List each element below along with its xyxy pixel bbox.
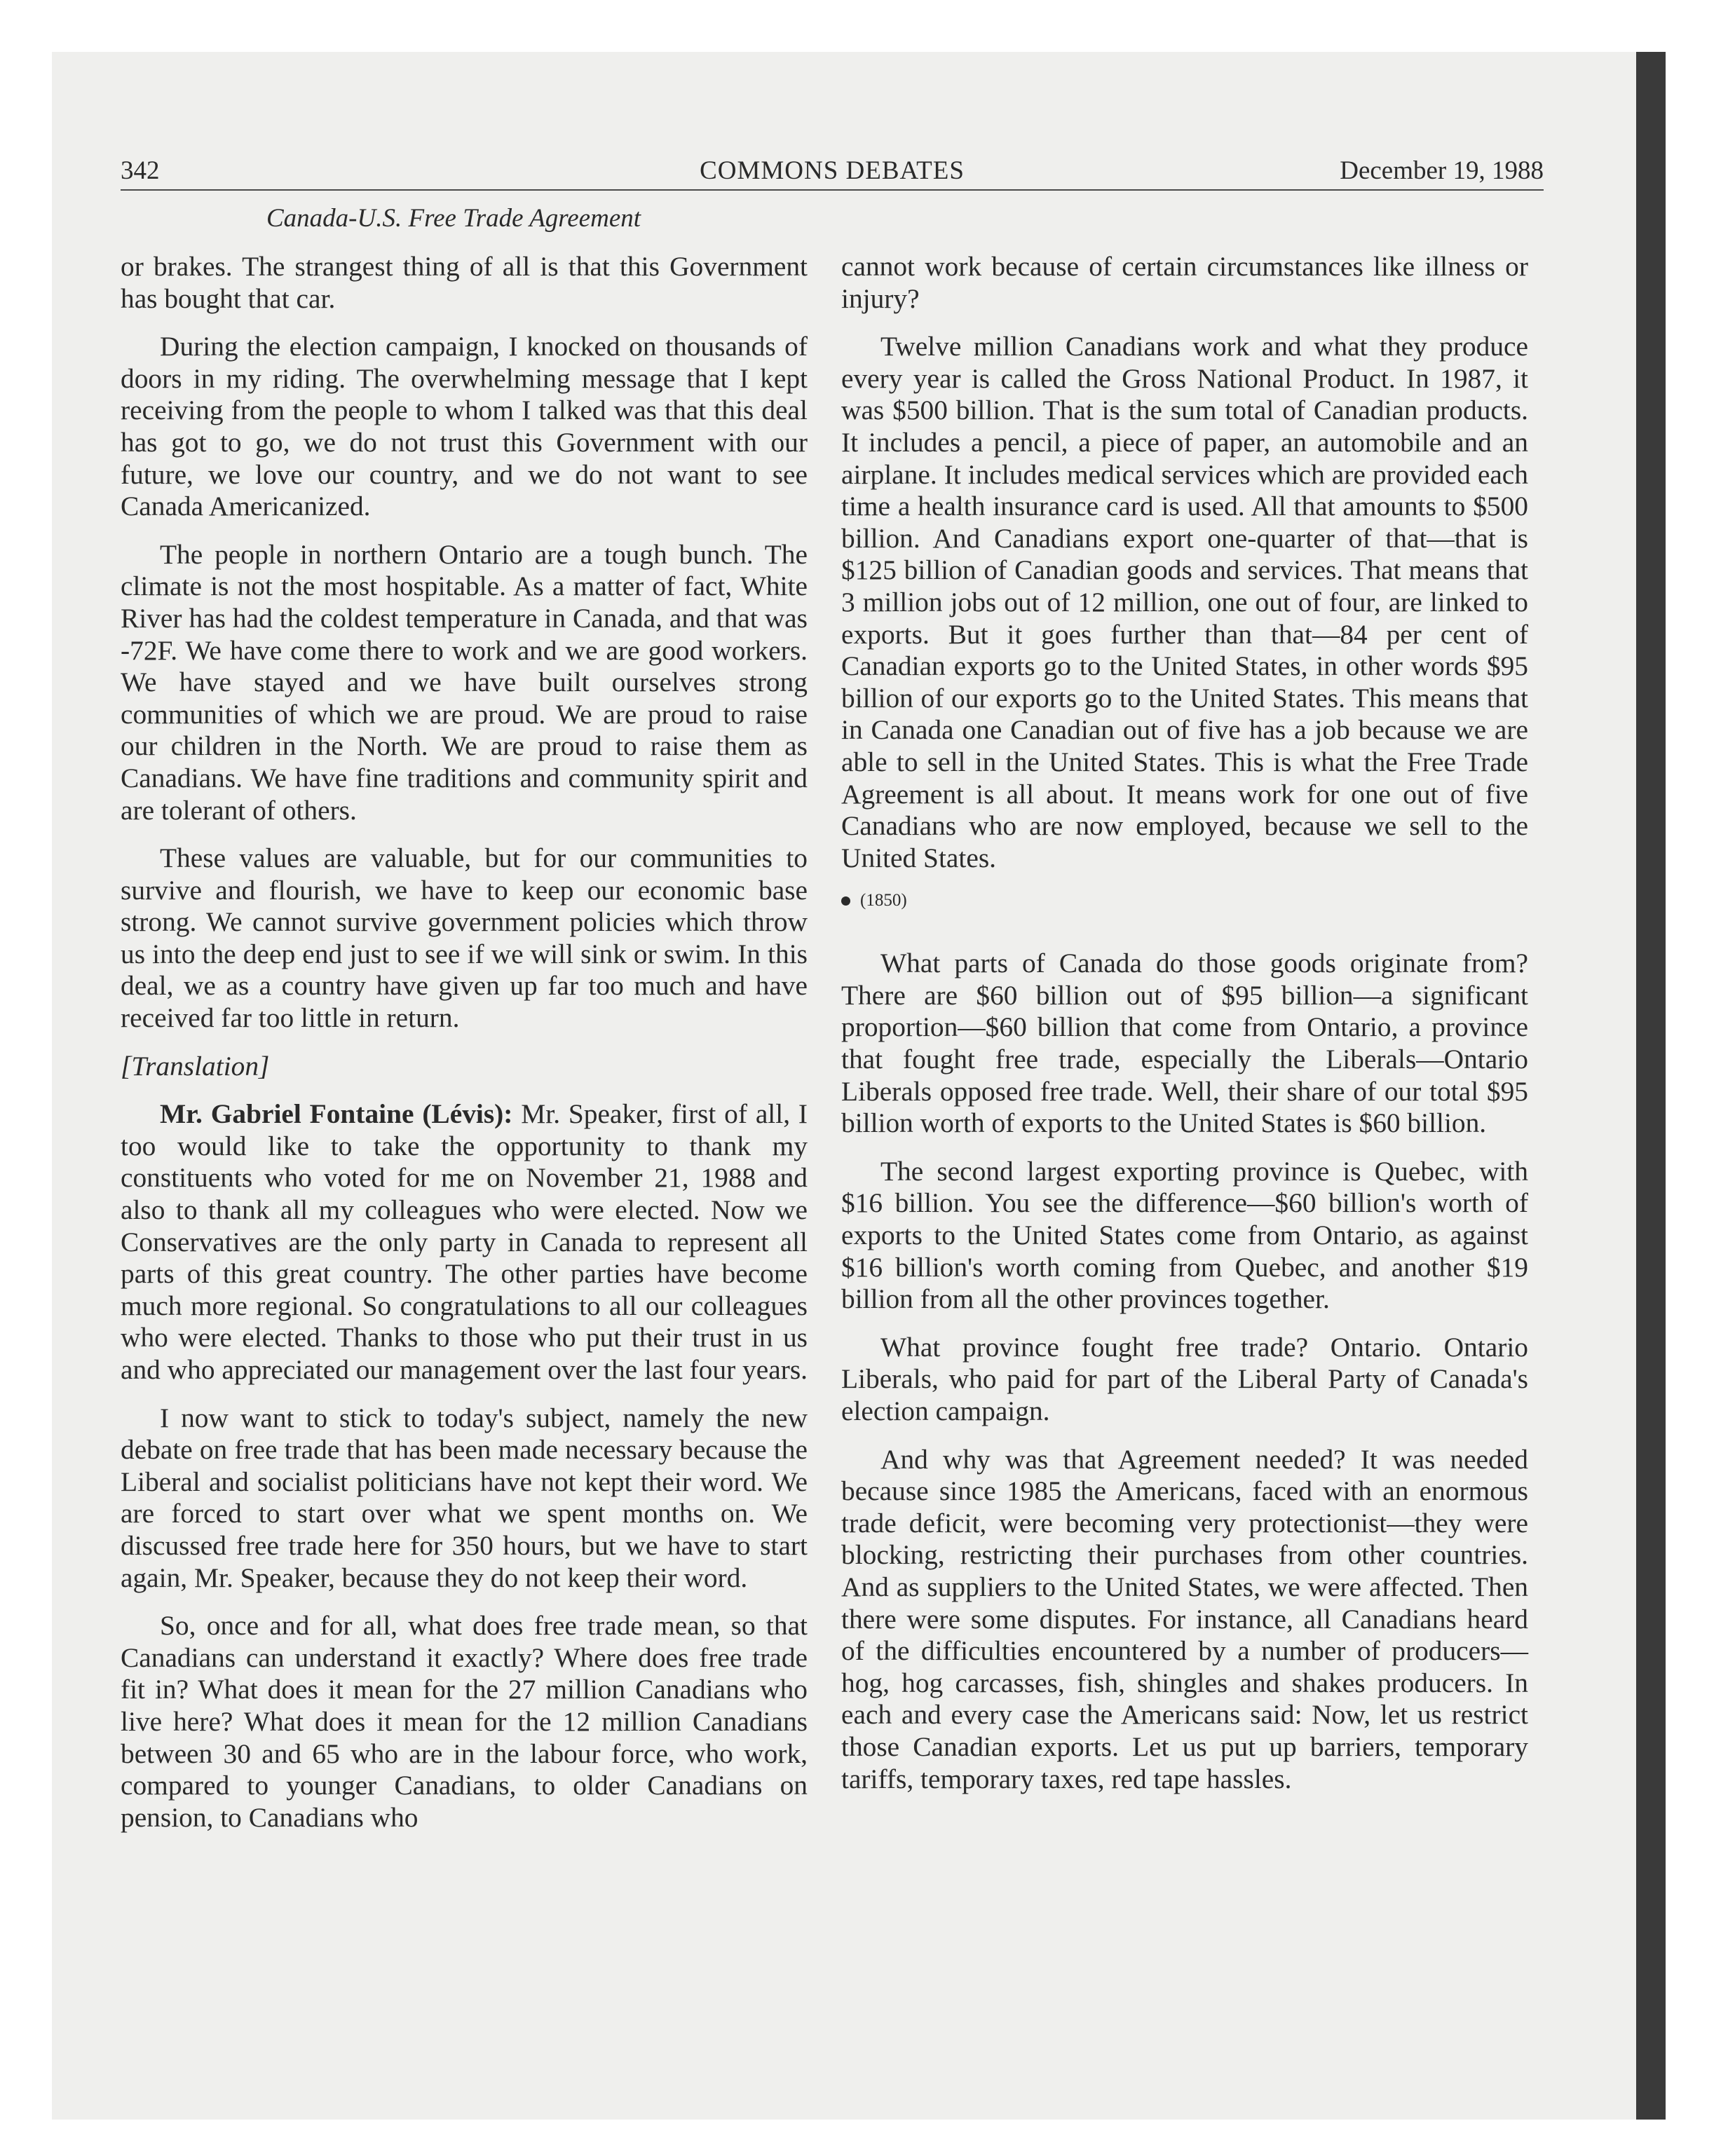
header-rule: [121, 189, 1544, 191]
page-number: 342: [121, 156, 160, 185]
paragraph: cannot work because of certain circumstances like illness or injury?: [841, 251, 1528, 314]
right-column: [841, 251, 1528, 1811]
time-marker-text: (1850): [860, 891, 907, 910]
speaker-name: Mr. Gabriel Fontaine (Lévis):: [160, 1098, 513, 1130]
paragraph: The people in northern Ontario are a tough bunch. The climate is not the most hospitable. As a matter of fact, White River has had the coldest temperature in Canada, and that was -72F. We have come there to work and we are good workers. We have stayed and we have built ourselves strong communities of which we are proud. We are proud to raise our children in the North. We are proud to raise them as Canadians. We have fine traditions and community spirit and are tolerant of others.: [121, 538, 808, 826]
header-date: December 19, 1988: [1340, 156, 1544, 185]
paragraph: Twelve million Canadians work and what they produce every year is called the Gross National Product. In 1987, it was $500 billion. That is the sum total of Canadian products. It includes a pencil, a piece of paper, an automobile and an airplane. It includes medical services which are provided each time a health insurance card is used. All that amounts to $500 billion. And Canadians export one-quarter of that—that is $125 billion of Canadian goods and services. That means that 3 million jobs out of 12 million, one out of four, are linked to exports. But it goes further than that—84 per cent of Canadian exports go to the United States, in other words $95 billion of our exports go to the United States. This means that in Canada one Canadian out of five has a job because we are able to sell in the United States. This is what the Free Trade Agreement is all about. It means work for one out of five Canadians who are now employed, because we sell to the United States.: [841, 331, 1528, 873]
section-label: [Translation]: [121, 1050, 270, 1082]
speaker-text: Mr. Speaker, first of all, I too would like to take the opportunity to thank my constituents who voted for me on November 21, 1988 and also to thank all my colleagues who were elected. Now we Conservatives are the only party in Canada to represent all parts of this great country. The other parties have become much more regional. So congratulations to all our colleagues who were elected. Thanks to those who put their trust in us and who appreciated our management over the last four years.: [121, 1098, 808, 1385]
left-column: [121, 251, 808, 1850]
paragraph: These values are valuable, but for our communities to survive and flourish, we have to keep our economic base strong. We cannot survive government policies which throw us into the deep end just to see if we will sink or swim. In this deal, we as a country have given up far too much and have received far too little in return.: [121, 842, 808, 1034]
speaker-paragraph: [121, 1098, 808, 1386]
paragraph: So, once and for all, what does free trade mean, so that Canadians can understand it exactly? Where does free trade fit in? What does it mean for the 27 million Canadians who live here? What does it mean for the 12 million Canadians between 30 and 65 who are in the labour force, who work, compared to younger Canadians, to older Canadians on pension, to Canadians who: [121, 1610, 808, 1833]
page-edge-shadow: [1636, 52, 1666, 2120]
paragraph: What parts of Canada do those goods originate from? There are $60 billion out of $95 billion—a significant proportion—$60 billion that come from Ontario, a province that fought free trade, especially the Liberals—Ontario Liberals opposed free trade. Well, their share of our total $95 billion worth of exports to the United States is $60 billion.: [841, 948, 1528, 1139]
paragraph: What province fought free trade? Ontario. Ontario Liberals, who paid for part of the Liberal Party of Canada's election campaign.: [841, 1331, 1528, 1426]
publication-title: COMMONS DEBATES: [700, 156, 965, 185]
paragraph: And why was that Agreement needed? It was needed because since 1985 the Americans, faced with an enormous trade deficit, were becoming very protectionist—they were blocking, restricting their purchases from other countries. And as suppliers to the United States, we were affected. Then there were some disputes. For instance, all Canadians heard of the difficulties encountered by a number of producers—hog, hog carcasses, fish, shingles and shakes producers. In each and every case the Americans said: Now, let us restrict those Canadian exports. Let us put up barriers, temporary tariffs, temporary taxes, red tape hassles.: [841, 1443, 1528, 1794]
paragraph: or brakes. The strangest thing of all is that this Government has bought that car.: [121, 251, 808, 314]
page-header: [121, 156, 1544, 193]
bullet-icon: [841, 896, 850, 906]
paragraph: I now want to stick to today's subject, namely the new debate on free trade that has been made necessary because the Liberal and socialist politicians have not kept their word. We are forced to start over what we spent months on. We discussed free trade here for 350 hours, but we have to start again, Mr. Speaker, because they do not keep their word.: [121, 1402, 808, 1593]
paragraph: The second largest exporting province is Quebec, with $16 billion. You see the difference—$60 billion's worth of exports to the United States come from Ontario, as against $16 billion's worth coming from Quebec, and another $19 billion from all the other provinces together.: [841, 1155, 1528, 1315]
running-title: Canada-U.S. Free Trade Agreement: [266, 204, 641, 233]
paragraph: During the election campaign, I knocked on thousands of doors in my riding. The overwhelming message that I kept receiving from the people to whom I talked was that this deal has got to go, we do not trust this Government with our future, we love our country, and we do not want to see Canada Americanized.: [121, 331, 808, 522]
time-marker: [841, 890, 1528, 911]
